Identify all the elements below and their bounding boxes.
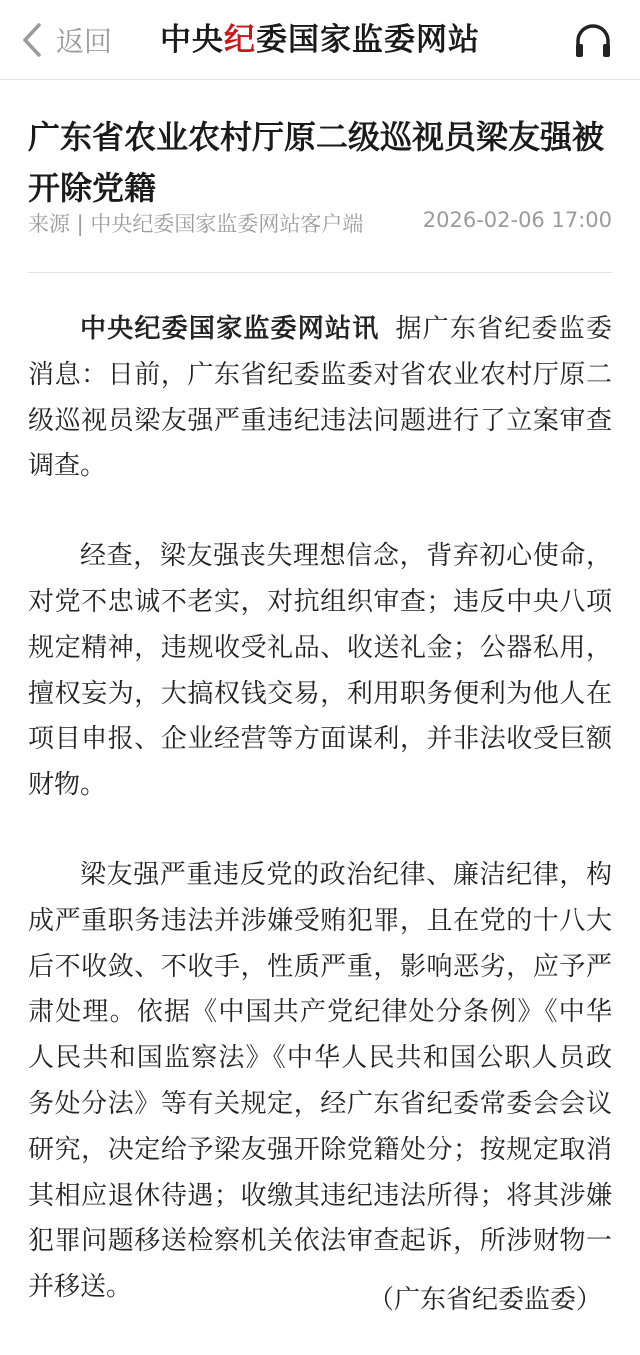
paragraph (28, 307, 612, 490)
article-source: 来源 | 中央纪委国家监委网站客户端 (28, 212, 364, 236)
article-lead: 中央纪委国家监委网站讯 (80, 314, 380, 344)
paragraph: 经查，梁友强丧失理想信念，背弃初心使命，对党不忠诚不老实，对抗组织审查；违反中央八项规定精神，违规收受礼品、收送礼金；公器私用，擅权妄为，大搞权钱交易，利用职务便利为他人在项目申报、企业经营等方面谋利，并非法收受巨额财物。 (28, 541, 612, 801)
site-title-pre: 中央 (160, 22, 224, 58)
back-label: 返回 (56, 25, 113, 58)
footer-source: （广东省纪委监委） (367, 1285, 602, 1315)
site-title-post: 委国家监委网站 (256, 22, 480, 58)
article-meta (28, 208, 612, 238)
divider (28, 272, 612, 273)
paragraph-text: 据广东省纪委监委消息：日前，广东省纪委监委对省农业农村厅原二级巡视员梁友强严重违纪违法问题进行了立案审查调查。 (28, 314, 612, 482)
article-body (28, 307, 612, 1355)
article-title: 广东省农业农村厅原二级巡视员梁友强被开除党籍 (28, 118, 605, 207)
site-title-accent: 纪 (224, 22, 256, 58)
article-datetime: 2026-02-06 17:00 (422, 208, 612, 232)
paragraph: 梁友强严重违反党的政治纪律、廉洁纪律，构成严重职务违法并涉嫌受贿犯罪，且在党的十八大后不收敛、不收手，性质严重，影响恶劣，应予严肃处理。依据《中国共产党纪律处分条例》《中华人民共和国监察法》《中华人民共和国公职人员政务处分法》等有关规定，经广东省纪委常委会会议研究，决定给予梁友强开除党籍处分；按规定取消其相应退休待遇；收缴其违纪违法所得；将其涉嫌犯罪问题移送检察机关依法审查起诉，所涉财物一并移送。 (28, 859, 612, 1303)
